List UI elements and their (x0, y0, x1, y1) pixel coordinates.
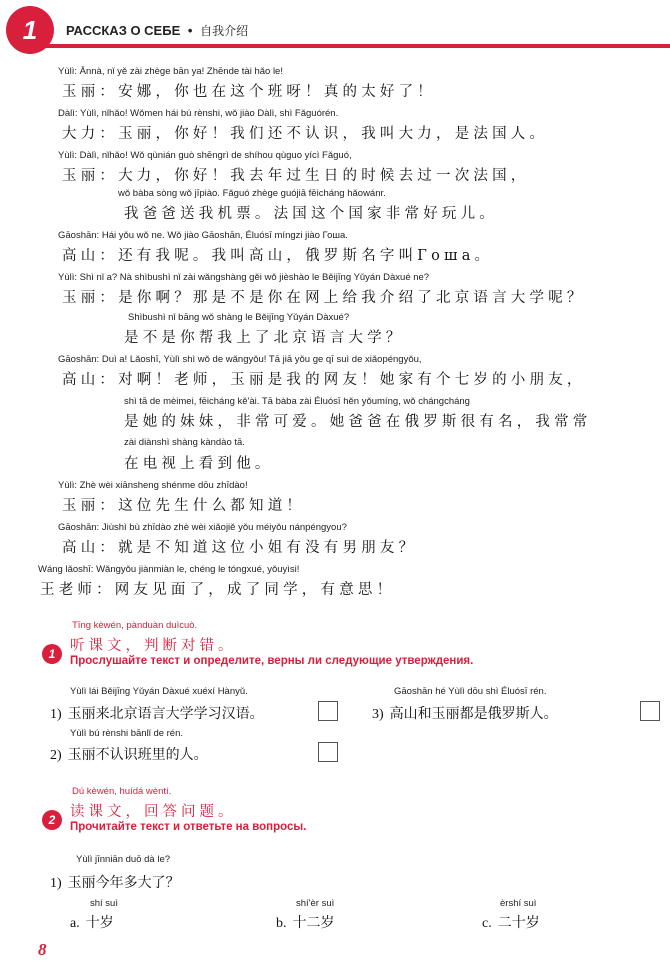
dialogue-pinyin: Gāoshān: Jiùshì bù zhīdào zhè wèi xiǎojiě yǒu méiyǒu nánpéngyou? (58, 522, 347, 533)
option-text: 十二岁 (292, 915, 335, 931)
dialogue-line: 高山：还有我呢。我叫高山，俄罗斯名字叫Гоша。 (62, 248, 494, 264)
page-number: 8 (38, 940, 47, 959)
option-a (70, 912, 114, 932)
statement-1 (50, 703, 264, 723)
dialogue-pinyin: Shìbushì nǐ bāng wǒ shàng le Běijīng Yǔyán Dàxué? (128, 312, 350, 323)
dialogue-line: 大力：玉丽，你好！我们还不认识，我叫大力，是法国人。 (62, 126, 549, 142)
dialogue-pinyin: Yùlì: Ānnà, nǐ yě zài zhège bān ya! Zhēnde tài hǎo le! (58, 66, 283, 77)
exercise-2-pinyin: Dú kèwén, huídá wèntí. (72, 786, 172, 797)
dialogue-line: 高山：对啊！老师，玉丽是我的网友！她家有个七岁的小朋友， (62, 372, 586, 388)
dialogue-pinyin: Yùlì: Shì nǐ a? Nà shìbushì nǐ zài wǎngshàng gěi wǒ jièshào le Běijīng Yǔyán Dàxué ne? (58, 272, 430, 283)
dialogue-line: 是她的妹妹，非常可爱。她爸爸在俄罗斯很有名，我常常 (124, 414, 592, 430)
option-b (276, 912, 335, 932)
statement-1-checkbox[interactable] (318, 701, 338, 721)
dialogue-pinyin: zài diànshì shàng kàndào tā. (124, 437, 245, 448)
dialogue-line: 玉丽：这位先生什么都知道！ (62, 498, 306, 514)
option-c (482, 912, 540, 932)
dialogue-line: 我爸爸送我机票。法国这个国家非常好玩儿。 (124, 206, 498, 222)
statement-2 (50, 744, 208, 764)
statement-number: 2) (50, 748, 62, 763)
statement-text: 玉丽来北京语言大学学习汉语。 (67, 706, 264, 722)
option-text: 十岁 (85, 915, 114, 931)
dialogue-line: 王老师：网友见面了，成了同学，有意思！ (40, 582, 396, 598)
dialogue-pinyin: wǒ bàba sòng wǒ jīpiào. Fǎguó zhège guójiā fēicháng hǎowánr. (118, 188, 386, 199)
statement-2-checkbox[interactable] (318, 742, 338, 762)
lesson-number-badge: 1 (6, 6, 54, 54)
dialogue-pinyin: Wáng lǎoshī: Wǎngyǒu jiànmiàn le, chéng le tóngxué, yǒuyìsi! (38, 564, 300, 575)
option-letter: c. (482, 916, 492, 931)
option-letter: a. (70, 916, 80, 931)
statement-3 (372, 703, 558, 723)
dialogue-line: 在电视上看到他。 (124, 456, 274, 472)
exercise-1-instruction-cn: 听课文，判断对错。 (70, 638, 237, 654)
lesson-title-cn: 自我介绍 (200, 24, 249, 38)
question-pinyin: Yùlì jīnniān duō dà le? (76, 854, 171, 865)
exercise-2-number: 2 (42, 810, 62, 830)
dialogue-line: 玉丽：安娜，你也在这个班呀！真的太好了！ (62, 84, 436, 100)
option-text: 二十岁 (497, 915, 540, 931)
exercise-1-number: 1 (42, 644, 62, 664)
statement-number: 3) (372, 707, 384, 722)
lesson-title (66, 22, 248, 39)
question-number: 1) (50, 876, 62, 891)
statement-number: 1) (50, 707, 62, 722)
option-pinyin: shí'èr suì (296, 898, 335, 909)
dialogue-pinyin: Gāoshān: Duì a! Lǎoshī, Yùlì shì wǒ de wǎngyǒu! Tā jiā yǒu ge qī suì de xiǎopéngyǒu, (58, 354, 422, 365)
dialogue-pinyin: shì tā de mèimei, fēicháng kě'ài. Tā bàba zài Éluósī hěn yǒumíng, wǒ chángcháng (124, 396, 470, 407)
option-pinyin: shí suì (90, 898, 118, 909)
statement-text: 玉丽不认识班里的人。 (67, 747, 208, 763)
statement-pinyin: Yùlì lái Běijīng Yǔyán Dàxué xuéxí Hànyǔ. (70, 686, 248, 697)
exercise-1-instruction-ru: Прослушайте текст и определите, верны ли следующие утверждения. (70, 655, 474, 667)
page-header (0, 0, 670, 52)
exercise-2-instruction-ru: Прочитайте текст и ответьте на вопросы. (70, 821, 307, 833)
dialogue-pinyin: Gāoshān: Hái yǒu wǒ ne. Wǒ jiào Gāoshān, Éluósī míngzi jiào Гоша. (58, 230, 348, 241)
exercise-1-pinyin: Tīng kèwén, pànduàn duìcuò. (72, 620, 198, 631)
dialogue-pinyin: Yùlì: Zhè wèi xiānsheng shénme dōu zhīdào! (58, 480, 248, 491)
option-pinyin: èrshí suì (500, 898, 537, 909)
statement-pinyin: Gāoshān hé Yùlì dōu shì Éluósī rén. (394, 686, 547, 697)
statement-pinyin: Yùlì bú rènshi bānlǐ de rén. (70, 728, 184, 739)
dialogue-line: 高山：就是不知道这位小姐有没有男朋友？ (62, 540, 418, 556)
statement-3-checkbox[interactable] (640, 701, 660, 721)
exercise-2-instruction-cn: 读课文，回答问题。 (70, 804, 237, 820)
lesson-title-ru: РАССКАЗ О СЕБЕ (66, 23, 181, 38)
dialogue-line: 是不是你帮我上了北京语言大学？ (124, 330, 405, 346)
dialogue-pinyin: Yùlì: Dàlì, nǐhǎo! Wǒ qùnián guò shēngrì de shíhou qùguo yícì Fǎguó, (58, 150, 352, 161)
statement-text: 高山和玉丽都是俄罗斯人。 (389, 706, 558, 722)
title-separator: • (187, 23, 193, 38)
dialogue-line: 玉丽：是你啊？那是不是你在网上给我介绍了北京语言大学呢？ (62, 290, 586, 306)
dialogue-pinyin: Dàlì: Yùlì, nǐhǎo! Wǒmen hái bú rènshi, wǒ jiào Dàlì, shì Fǎguórén. (58, 108, 339, 119)
header-rule (40, 44, 670, 48)
option-letter: b. (276, 916, 287, 931)
question-text: 玉丽今年多大了？ (67, 875, 180, 891)
question-1 (50, 872, 180, 892)
dialogue-line: 玉丽：大力，你好！我去年过生日的时候去过一次法国， (62, 168, 530, 184)
